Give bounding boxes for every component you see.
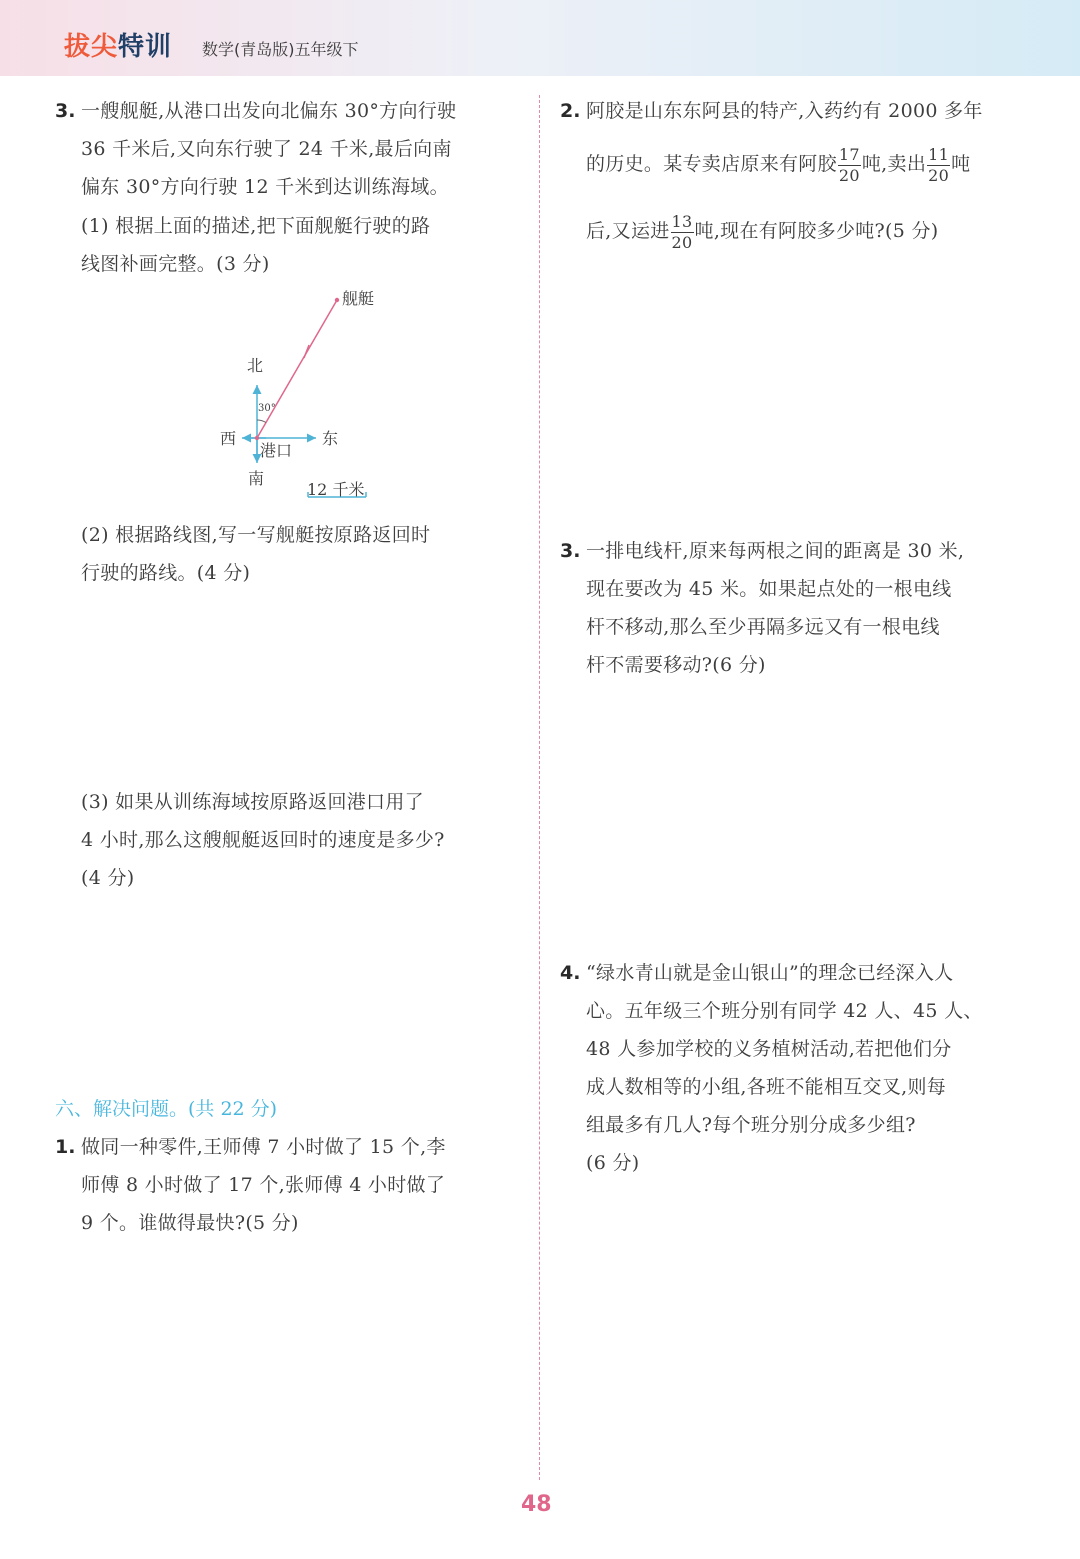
port-label: 港口 <box>260 441 293 460</box>
fraction-13-20 <box>671 211 694 252</box>
left-q3-part3-line-2: 4 小时,那么这艘舰艇返回时的速度是多少? <box>81 829 445 851</box>
right-q4-line-5: 组最多有几人?每个班分别分成多少组? <box>586 1114 916 1136</box>
right-q3-number: 3. <box>560 540 581 562</box>
right-q3-line-3: 杆不移动,那么至少再隔多远又有一根电线 <box>586 616 940 638</box>
ship-label: 舰艇 <box>342 289 375 308</box>
right-q4-line-6: (6 分) <box>586 1152 640 1174</box>
right-q4-number: 4. <box>560 962 581 984</box>
right-q2-line-1: 阿胶是山东东阿县的特产,入药约有 2000 多年 <box>586 100 983 122</box>
south-label: 南 <box>248 469 265 488</box>
fraction-numerator: 11 <box>928 144 950 164</box>
right-q4-line-4: 成人数相等的小组,各班不能相互交叉,则每 <box>586 1076 947 1098</box>
right-q3-line-2: 现在要改为 45 米。如果起点处的一根电线 <box>586 578 952 600</box>
fraction-numerator: 13 <box>671 211 693 231</box>
fraction-denominator: 20 <box>928 165 950 185</box>
right-q4-line-3: 48 人参加学校的义务植树活动,若把他们分 <box>586 1038 952 1060</box>
angle-label: 30° <box>258 403 276 414</box>
route-diagram-svg <box>200 285 420 510</box>
column-divider <box>539 95 540 1480</box>
left-q3-line-2: 36 千米后,又向东行驶了 24 千米,最后向南 <box>81 138 452 160</box>
left-q3-part3-line-3: (4 分) <box>81 867 135 889</box>
angle-arc <box>257 420 266 423</box>
right-q2-line-3 <box>586 212 939 251</box>
route-diagram <box>200 285 420 510</box>
fraction-numerator: 17 <box>838 144 860 164</box>
page-header <box>0 0 1080 76</box>
left-q3-number: 3. <box>55 100 76 122</box>
west-label: 西 <box>220 429 237 448</box>
right-q2-line-2-c: 吨 <box>951 153 971 175</box>
east-label: 东 <box>322 429 339 448</box>
right-q2-line-3-a: 后,又运进 <box>586 220 670 242</box>
brand-logo-part2: 特训 <box>118 32 173 62</box>
brand-logo-part1: 拔尖 <box>64 32 119 62</box>
right-q4-line-2: 心。五年级三个班分别有同学 42 人、45 人、 <box>586 1000 983 1022</box>
left-q1-line-3: 9 个。谁做得最快?(5 分) <box>81 1212 299 1234</box>
fraction-17-20 <box>838 144 861 185</box>
right-q2-line-2-a: 的历史。某专卖店原来有阿胶 <box>586 153 837 175</box>
left-q1-line-1: 做同一种零件,王师傅 7 小时做了 15 个,李 <box>81 1136 446 1158</box>
right-q2-number: 2. <box>560 100 581 122</box>
left-q3-line-1: 一艘舰艇,从港口出发向北偏东 30°方向行驶 <box>81 100 457 122</box>
left-q3-part2-line-2: 行驶的路线。(4 分) <box>81 562 251 584</box>
left-q3-part2-line-1: (2) 根据路线图,写一写舰艇按原路返回时 <box>81 524 431 546</box>
left-q3-part1-line-2: 线图补画完整。(3 分) <box>81 253 270 275</box>
fraction-denominator: 20 <box>838 165 860 185</box>
right-q3-line-1: 一排电线杆,原来每两根之间的距离是 30 米, <box>586 540 965 562</box>
left-q3-part1-line-1: (1) 根据上面的描述,把下面舰艇行驶的路 <box>81 215 431 237</box>
route-segment-1 <box>257 300 337 438</box>
left-q3-part3-line-1: (3) 如果从训练海域按原路返回港口用了 <box>81 791 424 813</box>
ship-point <box>335 298 339 302</box>
fraction-denominator: 20 <box>671 232 693 252</box>
right-q2-line-2-b: 吨,卖出 <box>861 153 927 175</box>
route-arrow-mark <box>304 345 309 358</box>
north-label: 北 <box>247 356 264 375</box>
left-q1-number: 1. <box>55 1136 76 1158</box>
left-q1-line-2: 师傅 8 小时做了 17 个,张师傅 4 小时做了 <box>81 1174 446 1196</box>
page-number: 48 <box>521 1492 552 1517</box>
right-q2-line-3-b: 吨,现在有阿胶多少吨?(5 分) <box>694 220 939 242</box>
brand-logo <box>64 34 172 60</box>
right-q3-line-4: 杆不需要移动?(6 分) <box>586 654 766 676</box>
left-q3-line-3: 偏东 30°方向行驶 12 千米到达训练海域。 <box>81 176 449 198</box>
fraction-11-20 <box>927 144 950 185</box>
scale-label: 12 千米 <box>307 480 365 499</box>
section-title: 六、解决问题。(共 22 分) <box>55 1098 278 1120</box>
book-subtitle: 数学(青岛版)五年级下 <box>202 40 359 59</box>
right-q2-line-2 <box>586 145 970 184</box>
right-q4-line-1: “绿水青山就是金山银山”的理念已经深入人 <box>586 962 954 984</box>
